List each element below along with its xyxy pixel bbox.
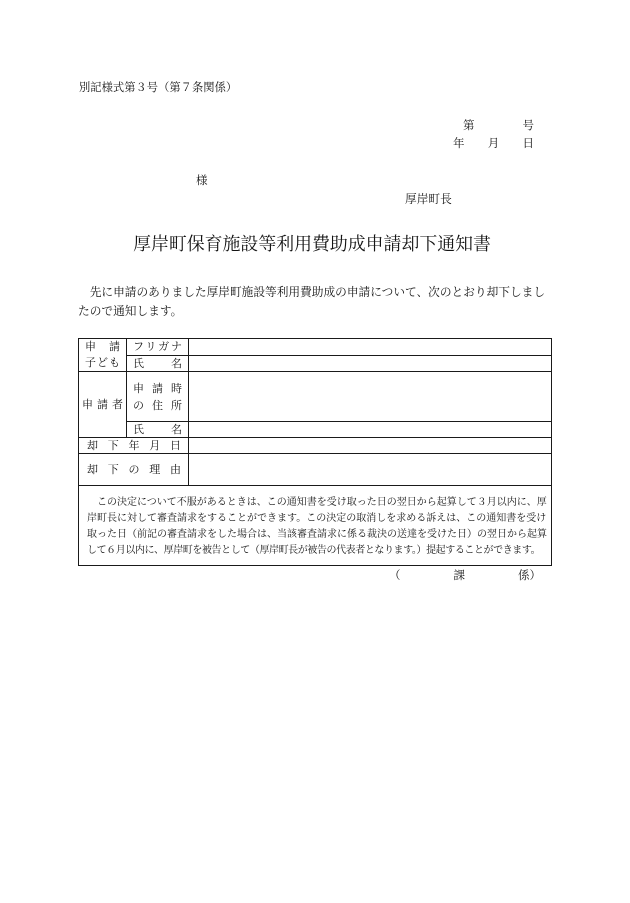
address-label-cell bbox=[127, 372, 189, 422]
body-line-2: たので通知します。 bbox=[78, 304, 183, 318]
body-paragraph bbox=[78, 283, 550, 321]
form-reference: 別記様式第３号（第７条関係） bbox=[79, 81, 238, 94]
body-line-1: 先に申請のありました厚岸町施設等利用費助成の申請について、次のとおり却下しまし bbox=[89, 285, 546, 299]
handling-section-clerk: 係） bbox=[518, 568, 541, 582]
address-label-line-2: の 住 所 bbox=[133, 398, 182, 412]
table-row-rejection-reason bbox=[79, 454, 552, 486]
notice-line-1: この決定について不服があるときは、この通知書を受け取った日の翌日から起算して３月以内に、厚 bbox=[97, 497, 547, 508]
child-label-cell bbox=[79, 339, 127, 372]
rejection-date-label: 却 下 年 月 日 bbox=[87, 438, 181, 452]
issue-number-prefix: 第 bbox=[463, 118, 475, 132]
table-row-furigana bbox=[79, 339, 552, 356]
applicant-name-label: 氏 名 bbox=[133, 422, 182, 436]
address-label-line-1: 申 請 時 bbox=[133, 381, 182, 395]
child-label-line-2: 子ども bbox=[85, 356, 120, 369]
rejection-reason-label: 却 下 の 理 由 bbox=[87, 462, 181, 476]
child-furigana-value bbox=[189, 339, 552, 356]
applicant-label: 申請者 bbox=[82, 397, 123, 411]
notice-line-4: して６月以内に、厚岸町を被告として（厚岸町長が被告の代表者となります。）提起することができます。 bbox=[87, 545, 541, 556]
issue-date-month: 月 bbox=[487, 136, 500, 150]
issue-date-day: 日 bbox=[522, 136, 534, 150]
applicant-name-value bbox=[189, 422, 552, 438]
appeal-notice-cell bbox=[79, 486, 552, 566]
applicant-name-label-cell bbox=[127, 422, 189, 438]
issue-date bbox=[453, 137, 534, 151]
notice-line-3: 取った日（前記の審査請求をした場合は、当該審査請求に係る裁決の送達を受けた日）の翌日から起算 bbox=[87, 529, 547, 540]
issue-number bbox=[463, 119, 534, 133]
table-row-rejection-date bbox=[79, 438, 552, 454]
issue-date-year: 年 bbox=[453, 136, 465, 150]
table-row-applicant-name bbox=[79, 422, 552, 438]
table-row-applicant-address bbox=[79, 372, 552, 422]
handling-section bbox=[389, 569, 541, 583]
rejection-date-label-cell bbox=[79, 438, 189, 454]
child-name-label: 氏 名 bbox=[133, 356, 182, 370]
furigana-label: フリガナ bbox=[133, 340, 182, 353]
application-table bbox=[78, 338, 552, 566]
table-row-child-name bbox=[79, 356, 552, 372]
issue-number-suffix: 号 bbox=[522, 118, 534, 132]
recipient-honorific: 様 bbox=[196, 173, 208, 187]
handling-section-department: 課 bbox=[453, 568, 465, 582]
child-label-line-1: 申 請 bbox=[85, 340, 120, 353]
table-row-notice bbox=[79, 486, 552, 566]
child-name-value bbox=[189, 356, 552, 372]
document-title: 厚岸町保育施設等利用費助成申請却下通知書 bbox=[133, 234, 491, 255]
furigana-label-cell bbox=[127, 339, 189, 356]
rejection-date-value bbox=[189, 438, 552, 454]
child-name-label-cell bbox=[127, 356, 189, 372]
issuer-name: 厚岸町長 bbox=[405, 192, 452, 206]
applicant-label-cell bbox=[79, 372, 127, 438]
notice-line-2: 岸町長に対して審査請求をすることができます。この決定の取消しを求める訴えは、この通知書を受け bbox=[87, 513, 547, 524]
rejection-reason-value bbox=[189, 454, 552, 486]
handling-section-open-paren: （ bbox=[389, 568, 401, 582]
rejection-reason-label-cell bbox=[79, 454, 189, 486]
applicant-address-value bbox=[189, 372, 552, 422]
